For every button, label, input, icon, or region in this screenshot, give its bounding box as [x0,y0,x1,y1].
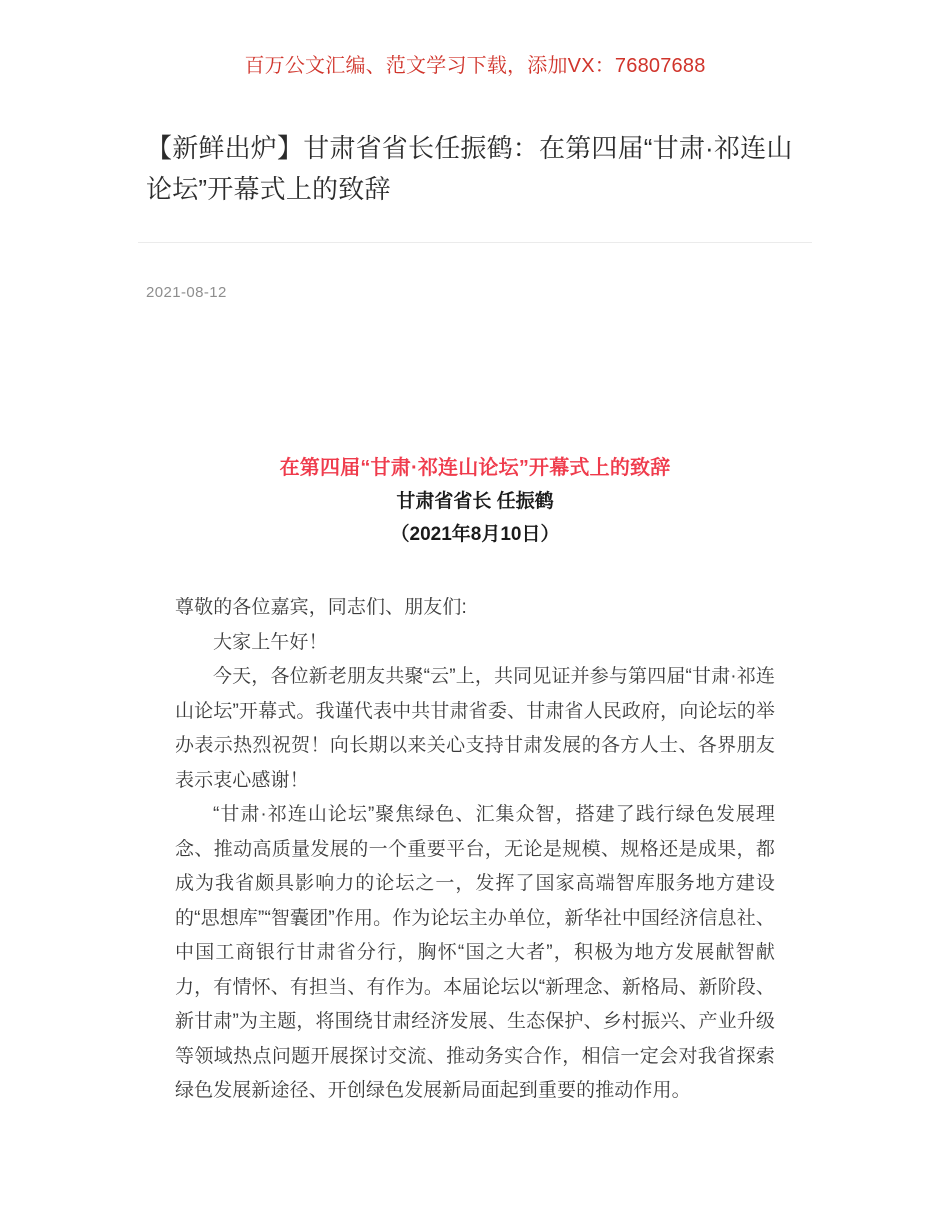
speech-paragraph-salutation: 尊敬的各位嘉宾，同志们、朋友们: [175,597,467,618]
article-publish-date: 2021-08-12 [146,284,227,301]
promo-banner: 百万公文汇编、范文学习下载，添加VX：76807688 [244,55,706,77]
page-title: 【新鲜出炉】甘肃省省长任振鹤：在第四届“甘肃·祁连山论坛”开幕式上的致辞 [146,133,793,204]
article-header [138,80,812,303]
speech-date: （2021年8月10日） [390,524,560,545]
speech-body [175,551,775,1109]
speech-byline: 甘肃省省长 任振鹤 [396,491,554,512]
speech-paragraph-forum-overview: “甘肃·祁连山论坛”聚焦绿色、汇集众智，搭建了践行绿色发展理念、推动高质量发展的一个重要平台，无论是规模、规格还是成果，都成为我省颇具影响力的论坛之一，发挥了国家高端智库服务地方建设的“思想库”“智囊团”作用。作为论坛主办单位，新华社中国经济信息社、中国工商银行甘肃省分行，胸怀“国之大者”，积极为地方发展献智献力，有情怀、有担当、有作为。本届论坛以“新理念、新格局、新阶段、新甘肃”为主题，将围绕甘肃经济发展、生态保护、乡村振兴、产业升级等领域热点问题开展探讨交流、推动务实合作，相信一定会对我省探索绿色发展新途径、开创绿色发展新局面起到重要的推动作用。 [175,804,775,1101]
speech-paragraph-greeting: 大家上午好！ [213,631,328,653]
speech-paragraph-welcome: 今天，各位新老朋友共聚“云”上，共同见证并参与第四届“甘肃·祁连山论坛”开幕式。我谨代表中共甘肃省委、甘肃省人民政府，向论坛的举办表示热烈祝贺！向长期以来关心支持甘肃发展的各方人士、各界朋友表示衷心感谢！ [175,666,775,791]
speech-document [175,303,775,1109]
speech-heading: 在第四届“甘肃·祁连山论坛”开幕式上的致辞 [279,457,671,479]
